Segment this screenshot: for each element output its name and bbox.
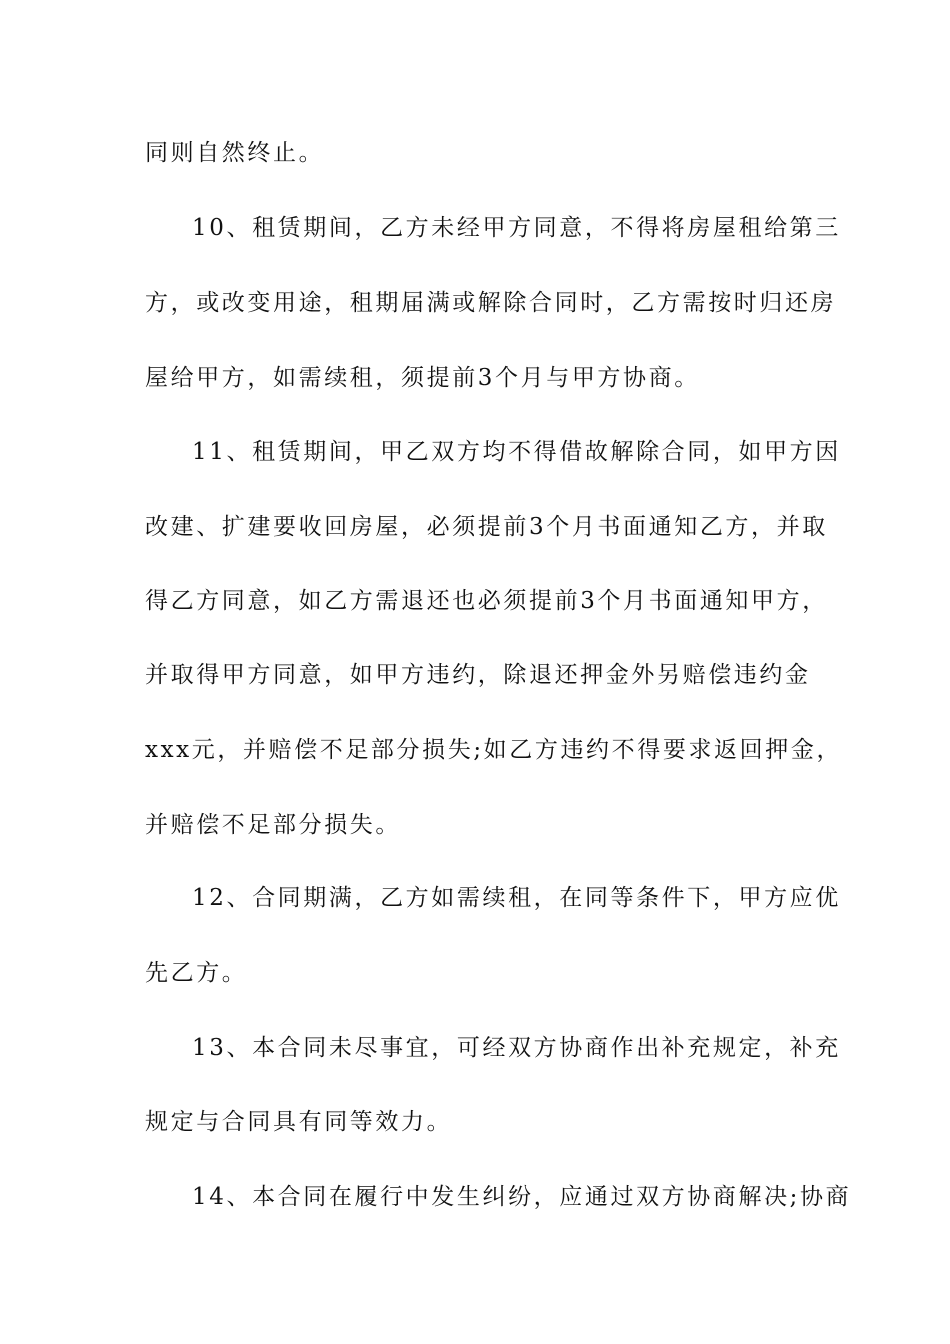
text-line: 并取得甲方同意，如甲方违约，除退还押金外另赔偿违约金 xyxy=(145,662,811,688)
text-line: 先乙方。 xyxy=(145,960,248,986)
text-line: 方，或改变用途，租期届满或解除合同时，乙方需按时归还房 xyxy=(145,290,837,316)
clause-14-line: 14、本合同在履行中发生纠纷，应通过双方协商解决;协商 xyxy=(192,1184,852,1210)
text-line: 得乙方同意，如乙方需退还也必须提前3个月书面通知甲方， xyxy=(145,588,828,614)
clause-13-line: 13、本合同未尽事宜，可经双方协商作出补充规定，补充 xyxy=(192,1035,841,1061)
text-line: 并赔偿不足部分损失。 xyxy=(145,812,401,838)
text-line: 同则自然终止。 xyxy=(145,140,325,166)
text-line: 改建、扩建要收回房屋，必须提前3个月书面通知乙方，并取 xyxy=(145,514,828,540)
text-line: 规定与合同具有同等效力。 xyxy=(145,1109,453,1135)
text-line: xxx元，并赔偿不足部分损失;如乙方违约不得要求返回押金， xyxy=(145,737,843,763)
clause-10-line: 10、租赁期间，乙方未经甲方同意，不得将房屋租给第三 xyxy=(192,215,841,241)
clause-12-line: 12、合同期满，乙方如需续租，在同等条件下，甲方应优 xyxy=(192,885,841,911)
text-line: 屋给甲方，如需续租，须提前3个月与甲方协商。 xyxy=(145,365,700,391)
clause-11-line: 11、租赁期间，甲乙双方均不得借故解除合同，如甲方因 xyxy=(192,439,841,465)
